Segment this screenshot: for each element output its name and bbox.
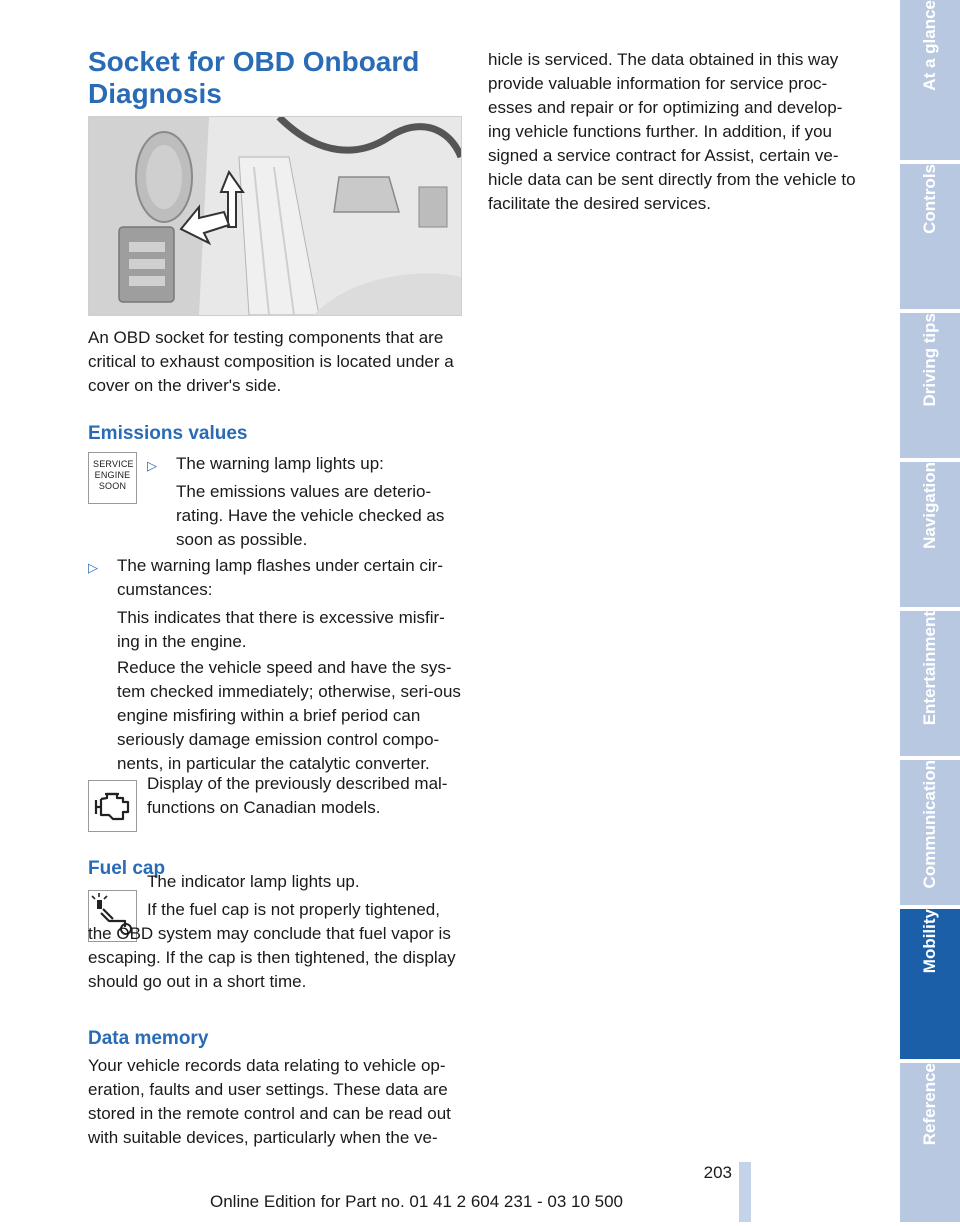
tab-reference[interactable]: Reference (900, 1063, 960, 1226)
emissions-item1-lead: The warning lamp lights up: (176, 454, 384, 473)
page-title: Socket for OBD Onboard Diagnosis (88, 46, 420, 109)
tab-driving-tips[interactable]: Driving tips (900, 313, 960, 462)
fuel-cap-line1: The indicator lamp lights up. (147, 872, 360, 891)
data-memory-body-col2: hicle is serviced. The data obtained in this way provide valuable information for service proc-esses and repair or for optimizing and develop-ing vehicle functions further. In addition, if you signed a service contract for Assist, certain ve-hicle data can be sent directly from the vehicle to facilitate the desired services. (488, 50, 856, 213)
tab-controls[interactable]: Controls (900, 164, 960, 313)
emissions-item1-body: The emissions values are deterio-rating. Have the vehicle checked as soon as possible. (176, 482, 445, 549)
bullet-icon: ▷ (88, 560, 98, 575)
data-memory-heading: Data memory (88, 1028, 209, 1049)
emissions-heading: Emissions values (88, 423, 248, 444)
data-memory-body-col1: Your vehicle records data relating to vehicle op-eration, faults and user settings. These data are stored in the remote control and can be read out with suitable devices, particularly when the ve- (88, 1056, 451, 1147)
service-engine-soon-icon: SERVICE ENGINE SOON (88, 452, 137, 504)
car-interior-illustration (89, 117, 461, 315)
canada-note: Display of the previously described mal-functions on Canadian models. (147, 774, 448, 817)
bullet-icon: ▷ (147, 458, 157, 473)
tab-navigation[interactable]: Navigation (900, 462, 960, 611)
page-number: 203 (703, 1163, 732, 1182)
chapter-tabs (900, 0, 960, 1222)
tab-entertainment[interactable]: Entertainment (900, 611, 960, 760)
tab-mobility[interactable]: Mobility (900, 909, 960, 1063)
fuel-cap-line2: If the fuel cap is not properly tightened, the OBD system may conclude that fuel vapor is escaping. If the cap is then tightened, the display should go out in a short time. (88, 900, 456, 991)
emissions-item2-lead: The warning lamp flashes under certain cir-cumstances: (117, 556, 443, 599)
tab-at-a-glance[interactable]: At a glance (900, 0, 960, 164)
check-engine-icon (88, 780, 137, 832)
fuel-cap-heading: Fuel cap (88, 858, 166, 879)
footer-text: Online Edition for Part no. 01 41 2 604 231 - 03 10 500 (210, 1192, 624, 1211)
tab-communication[interactable]: Communication (900, 760, 960, 909)
emissions-item2-body2: Reduce the vehicle speed and have the sys-tem checked immediately; otherwise, seri-ous engine misfiring within a brief period can seriously damage emission control compo-nents, in particular the catalytic converter. (117, 658, 461, 773)
intro-paragraph: An OBD socket for testing components that are critical to exhaust composition is located under a cover on the driver's side. (88, 328, 454, 395)
obd-socket-figure: MV09269CMA (88, 116, 462, 316)
emissions-item2-body1: This indicates that there is excessive misfir-ing in the engine. (117, 608, 445, 651)
